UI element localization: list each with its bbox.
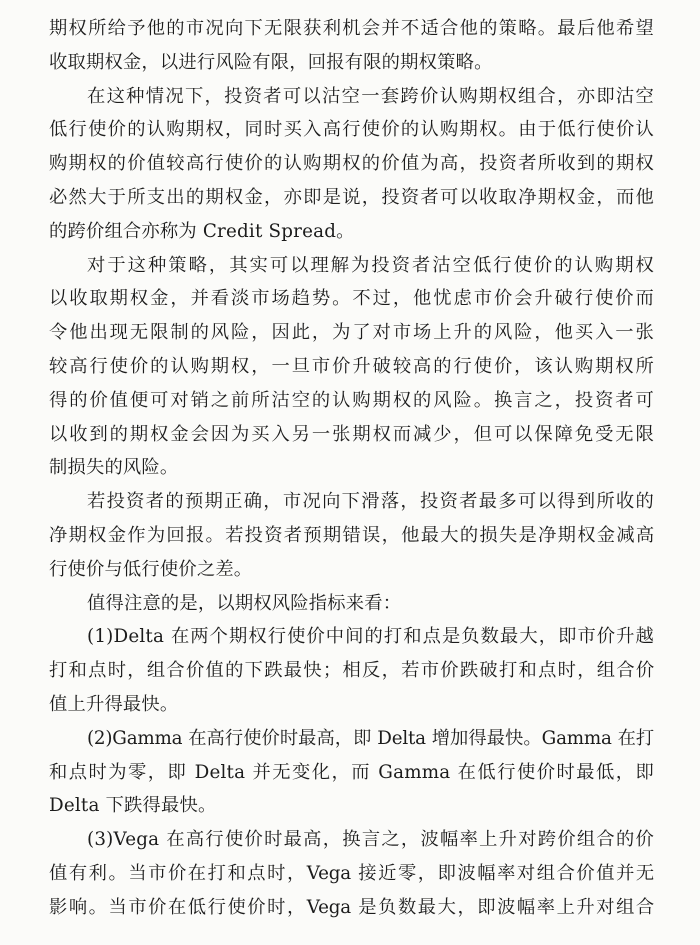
text-line: 得的价值便可对销之前所沽空的认购期权的风险。换言之，投资者可	[49, 389, 654, 411]
text-line: (2)Gamma 在高行使价时最高，即 Delta 增加得最快。Gamma 在打	[87, 727, 654, 749]
text-line: 购期权的价值较高行使价的认购期权的价值为高，投资者所收到的期权	[49, 153, 654, 175]
text-line: 打和点时，组合价值的下跌最快；相反，若市价跌破打和点时，组合价	[49, 660, 654, 682]
text-line: 的跨价组合亦称为 Credit Spread。	[49, 220, 355, 242]
text-line: 收取期权金，以进行风险有限，回报有限的期权策略。	[49, 51, 493, 73]
paragraph-outcomes	[49, 485, 654, 586]
text-line: 以收到的期权金会因为买入另一张期权而减少，但可以保障免受无限	[49, 423, 654, 445]
text-line: 对于这种策略，其实可以理解为投资者沽空低行使价的认购期权	[87, 254, 654, 276]
paragraph-strategy-explanation	[49, 249, 654, 486]
text-line: 低行使价的认购期权，同时买入高行使价的认购期权。由于低行使价认	[49, 119, 654, 141]
text-line: 和点时为零，即 Delta 并无变化，而 Gamma 在低行使价时最低，即	[49, 761, 654, 783]
text-line: 值上升得最快。	[49, 693, 179, 715]
text-line: 值有利。当市价在打和点时，Vega 接近零，即波幅率对组合价值并无	[49, 862, 654, 884]
text-line: 值得注意的是，以期权风险指标来看：	[87, 592, 402, 614]
paragraph-gamma	[49, 722, 654, 823]
text-line: 制损失的风险。	[49, 457, 179, 479]
paragraph-vega	[49, 823, 654, 924]
text-line: 在这种情况下，投资者可以沽空一套跨价认购期权组合，亦即沽空	[87, 85, 654, 107]
text-line: 以收取期权金，并看淡市场趋势。不过，他忧虑市价会升破行使价而	[49, 288, 654, 310]
paragraph-delta	[49, 620, 654, 721]
paragraph-strategy-intro	[49, 12, 654, 80]
paragraph-credit-spread	[49, 80, 654, 249]
paragraph-risk-indicators-intro	[49, 587, 654, 621]
text-line: 期权所给予他的市况向下无限获利机会并不适合他的策略。最后他希望	[49, 18, 654, 39]
text-line: (3)Vega 在高行使价时最高，换言之，波幅率上升对跨价组合的价	[87, 829, 654, 851]
text-line: 影响。当市价在低行使价时，Vega 是负数最大，即波幅率上升对组合	[49, 896, 654, 918]
text-line: 行使价与低行使价之差。	[49, 558, 253, 580]
text-line: 令他出现无限制的风险，因此，为了对市场上升的风险，他买入一张	[49, 322, 654, 344]
text-line: 若投资者的预期正确，市况向下滑落，投资者最多可以得到所收的	[87, 491, 654, 513]
text-line: (1)Delta 在两个期权行使价中间的打和点是负数最大，即市价升越	[87, 626, 654, 648]
text-line: 净期权金作为回报。若投资者预期错误，他最大的损失是净期权金减高	[49, 524, 654, 546]
text-line: 较高行使价的认购期权，一旦市价升破较高的行使价，该认购期权所	[49, 355, 654, 377]
text-line: Delta 下跌得最快。	[49, 795, 217, 817]
text-line: 必然大于所支出的期权金，亦即是说，投资者可以收取净期权金，而他	[49, 186, 654, 208]
